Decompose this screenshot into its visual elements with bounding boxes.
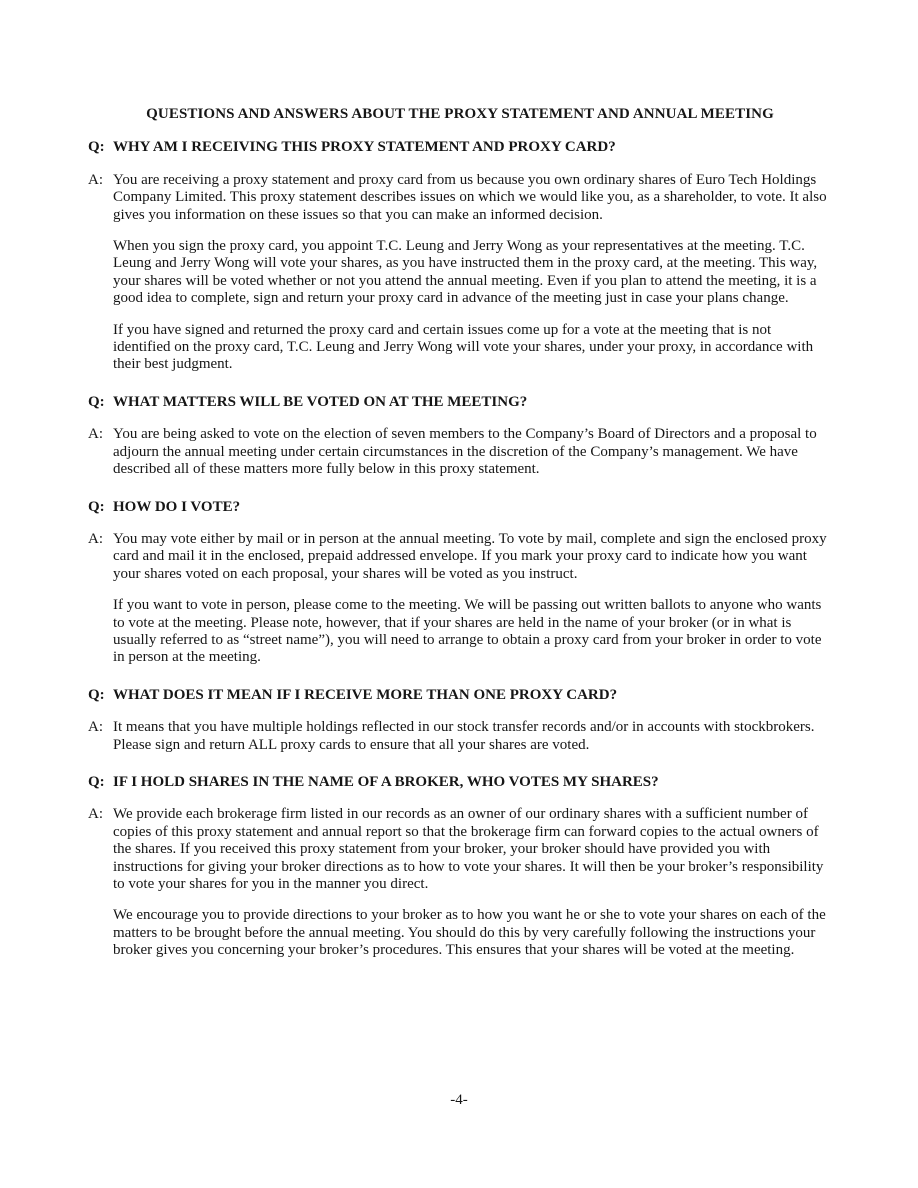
answer-paragraph: We encourage you to provide directions to your broker as to how you want he or she to vote your shares on each of the matters to be brought before the annual meeting. You should do this by very carefully following the instructions your broker gives you concerning your broker’s procedures. This ensures that your shares will be voted at the meeting.	[113, 907, 826, 959]
qa-block-2	[88, 394, 832, 479]
question-text: IF I HOLD SHARES IN THE NAME OF A BROKER, WHO VOTES MY SHARES?	[113, 773, 659, 790]
qa-block-1	[88, 139, 832, 373]
page-title: QUESTIONS AND ANSWERS ABOUT THE PROXY STATEMENT AND ANNUAL MEETING	[146, 106, 774, 122]
question-row	[88, 687, 832, 704]
answer-paragraph: We provide each brokerage firm listed in our records as an owner of our ordinary shares with a sufficient number of copies of this proxy statement and annual report so that the brokerage firm can forward copies to the actual owners of the shares. If you received this proxy statement from your broker, your broker should have provided you with instructions for giving your broker directions as to how to vote your shares. It will then be your broker’s responsibility to vote your shares for you in the manner you direct.	[113, 806, 824, 892]
question-row	[88, 394, 832, 411]
question-row	[88, 774, 832, 791]
answer-row	[88, 719, 832, 754]
qa-block-5	[88, 774, 832, 960]
answer-paragraph: You are being asked to vote on the election of seven members to the Company’s Board of Directors and a proposal to adjourn the annual meeting under certain circumstances in the discretion of the Company’s management. We have described all of these matters more fully below in this proxy statement.	[113, 426, 817, 478]
answer-row	[88, 426, 832, 478]
answer-row	[88, 806, 832, 893]
question-row	[88, 499, 832, 516]
a-label: A:	[88, 171, 103, 188]
qa-block-4	[88, 687, 832, 754]
answer-row	[88, 531, 832, 583]
a-label: A:	[88, 426, 103, 443]
question-text: WHAT DOES IT MEAN IF I RECEIVE MORE THAN ONE PROXY CARD?	[113, 686, 618, 703]
answer-row	[88, 172, 832, 224]
question-text: HOW DO I VOTE?	[113, 498, 241, 515]
answer-paragraph: You may vote either by mail or in person at the annual meeting. To vote by mail, complete and sign the enclosed proxy card and mail it in the enclosed, prepaid addressed envelope. If you mark your proxy card to indicate how you want your shares voted on each proposal, your shares will be voted as you instruct.	[113, 530, 827, 582]
answer-paragraph: If you want to vote in person, please come to the meeting. We will be passing out written ballots to anyone who wants to vote at the meeting. Please note, however, that if your shares are held in the name of your broker (or in what is usually referred to as “street name”), you will need to arrange to obtain a proxy card from your broker in order to vote in person at the meeting.	[113, 597, 822, 666]
question-text: WHAT MATTERS WILL BE VOTED ON AT THE MEETING?	[113, 393, 528, 410]
answer-paragraph: It means that you have multiple holdings reflected in our stock transfer records and/or in accounts with stockbrokers. Please sign and return ALL proxy cards to ensure that all your shares are voted.	[113, 719, 815, 753]
a-label: A:	[88, 719, 103, 736]
question-row	[88, 139, 832, 156]
qa-block-3	[88, 499, 832, 667]
a-label: A:	[88, 806, 103, 823]
q-label: Q:	[88, 498, 105, 515]
page-number: -4-	[450, 1092, 468, 1108]
answer-paragraph: You are receiving a proxy statement and proxy card from us because you own ordinary shares of Euro Tech Holdings Company Limited. This proxy statement describes issues on which we would like you, as a shareholder, to vote. It also gives you information on these issues so that you can make an informed decision.	[113, 171, 827, 223]
q-label: Q:	[88, 139, 105, 156]
question-text: WHY AM I RECEIVING THIS PROXY STATEMENT AND PROXY CARD?	[113, 139, 616, 156]
q-label: Q:	[88, 686, 105, 703]
q-label: Q:	[88, 773, 105, 790]
answer-paragraph: When you sign the proxy card, you appoint T.C. Leung and Jerry Wong as your representatives at the meeting. T.C. Leung and Jerry Wong will vote your shares, as you have instructed them in the proxy card, at the meeting. This way, your shares will be voted whether or not you attend the annual meeting. Even if you plan to attend the meeting, it is a good idea to complete, sign and return your proxy card in advance of the meeting just in case your plans change.	[113, 238, 818, 307]
q-label: Q:	[88, 393, 105, 410]
answer-paragraph: If you have signed and returned the proxy card and certain issues come up for a vote at the meeting that is not identified on the proxy card, T.C. Leung and Jerry Wong will vote your shares, under your proxy, in accordance with their best judgment.	[113, 321, 814, 373]
a-label: A:	[88, 530, 103, 547]
